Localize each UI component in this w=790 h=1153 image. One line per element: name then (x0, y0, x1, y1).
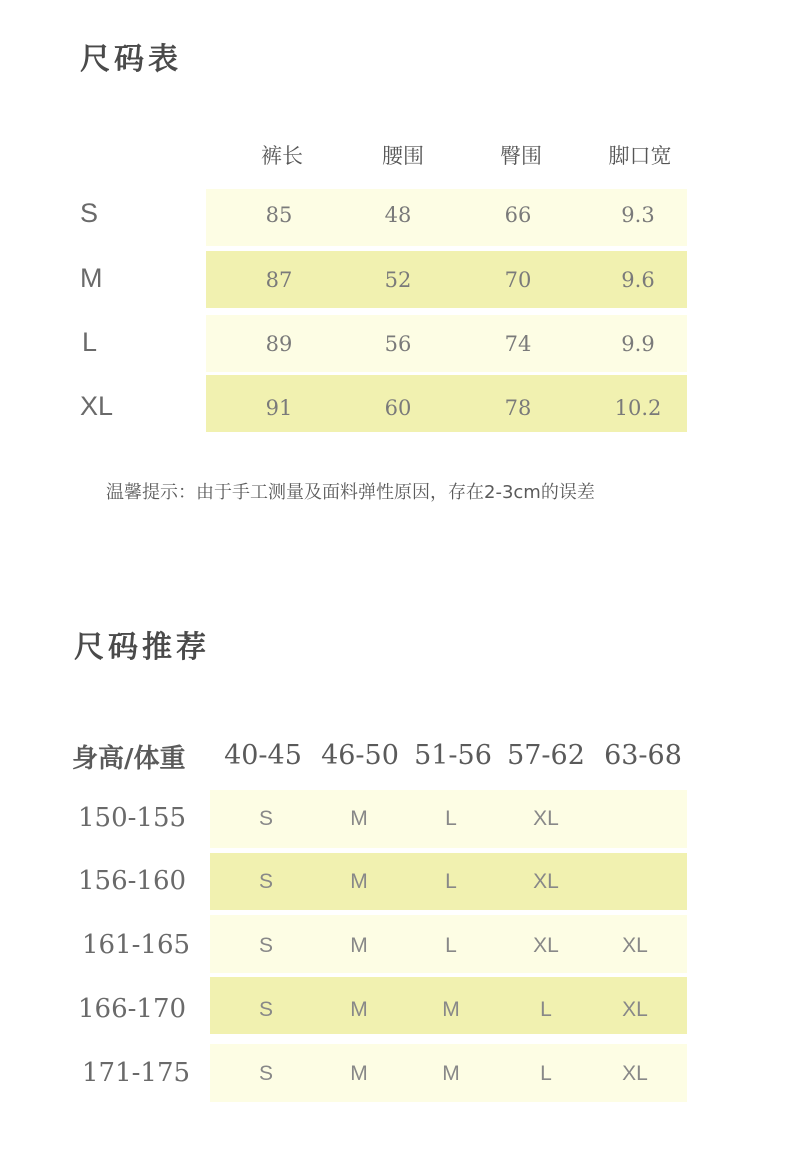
table-cell: 89 (265, 332, 293, 356)
height-label: 166-170 (78, 994, 187, 1024)
table-cell: 91 (265, 396, 293, 420)
size-cell: XL (622, 998, 648, 1021)
column-header: 51-56 (414, 740, 492, 771)
size-cell: M (350, 934, 368, 957)
height-label: 171-175 (82, 1058, 191, 1088)
table-cell: 74 (504, 332, 532, 356)
size-cell: M (350, 1062, 368, 1085)
column-header: 臀围 (500, 144, 542, 168)
size-cell: XL (533, 807, 559, 830)
column-header: 脚口宽 (608, 144, 672, 168)
size-cell: L (445, 807, 457, 830)
size-label: XL (80, 391, 114, 421)
size-cell: L (540, 998, 552, 1021)
size-label: L (82, 327, 98, 357)
size-cell: M (350, 998, 368, 1021)
column-header: 57-62 (507, 740, 585, 771)
size-cell: XL (622, 934, 648, 957)
table-cell: 70 (504, 268, 532, 292)
size-cell: M (350, 807, 368, 830)
size-label: M (80, 263, 103, 293)
table-cell: 10.2 (614, 396, 662, 420)
table-cell: 87 (265, 268, 293, 292)
table-cell: 52 (384, 268, 412, 292)
table-cell: 85 (265, 203, 293, 227)
table-cell: 66 (504, 203, 532, 227)
table-cell: 56 (384, 332, 412, 356)
size-cell: S (258, 870, 273, 893)
size-cell: S (258, 1062, 273, 1085)
height-label: 161-165 (82, 930, 191, 960)
size-cell: L (445, 934, 457, 957)
size-table-title: 尺码表 (80, 42, 182, 77)
size-cell: S (258, 998, 273, 1021)
height-label: 156-160 (78, 866, 187, 896)
size-cell: L (445, 870, 457, 893)
table-cell: 9.9 (621, 332, 655, 356)
corner-header: 身高/体重 (72, 744, 186, 774)
column-header: 63-68 (604, 740, 682, 771)
size-cell: XL (622, 1062, 648, 1085)
size-cell: M (442, 998, 460, 1021)
table-cell: 48 (384, 203, 412, 227)
column-header: 46-50 (321, 740, 399, 771)
size-cell: XL (533, 934, 559, 957)
column-header: 40-45 (224, 740, 302, 771)
size-cell: M (442, 1062, 460, 1085)
size-cell: M (350, 870, 368, 893)
size-cell: S (258, 934, 273, 957)
size-label: S (80, 198, 99, 228)
table-cell: 78 (504, 396, 532, 420)
size-cell: L (540, 1062, 552, 1085)
table-cell: 60 (384, 396, 412, 420)
table-cell: 9.6 (621, 268, 655, 292)
recommend-table-title: 尺码推荐 (74, 630, 210, 665)
column-header: 腰围 (382, 144, 424, 168)
size-cell: XL (533, 870, 559, 893)
measurement-note: 温馨提示：由于手工测量及面料弹性原因，存在2-3cm的误差 (106, 482, 595, 503)
column-header: 裤长 (261, 144, 303, 168)
table-cell: 9.3 (621, 203, 655, 227)
height-label: 150-155 (78, 803, 187, 833)
size-cell: S (258, 807, 273, 830)
